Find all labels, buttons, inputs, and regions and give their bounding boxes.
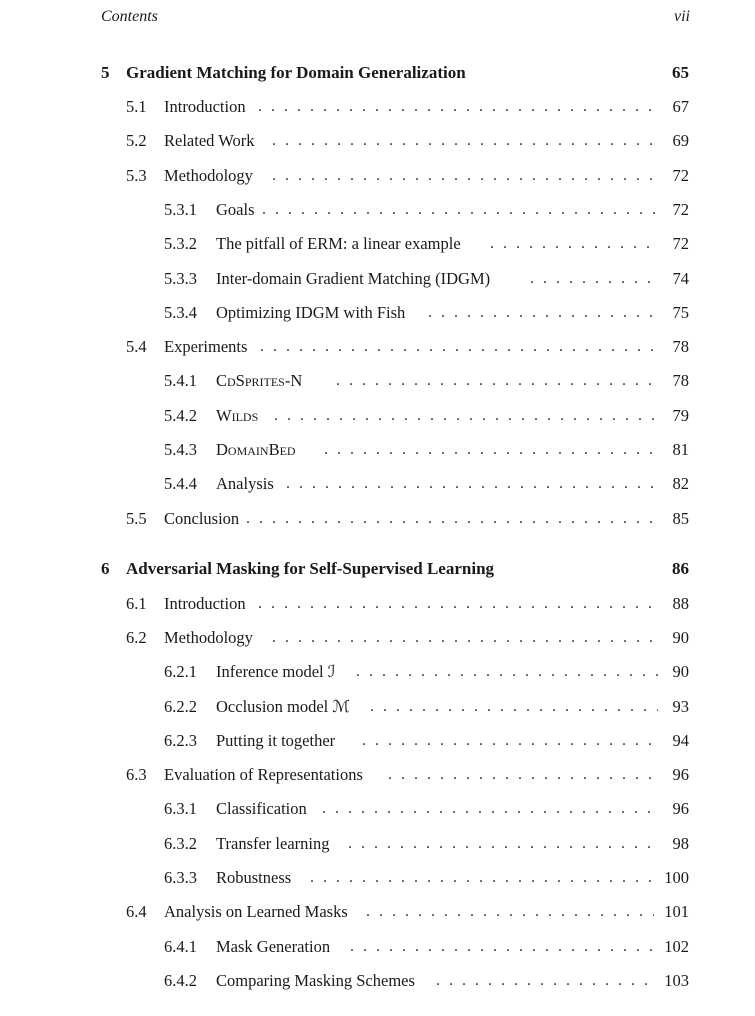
entry-page: 90 <box>672 662 689 681</box>
entry-page: 102 <box>664 937 689 956</box>
dot-leader <box>260 336 658 358</box>
entry-number: 6.1 <box>126 594 147 613</box>
dot-leader <box>348 833 658 855</box>
toc-chapter-5[interactable] <box>0 62 755 84</box>
toc-entry-6-4-1[interactable] <box>0 936 755 958</box>
toc-entry-6-3-2[interactable] <box>0 833 755 855</box>
entry-title: Inference model ℐ <box>216 662 336 681</box>
entry-number: 5.5 <box>126 509 147 528</box>
entry-title: Mask Generation <box>216 937 331 956</box>
entry-page: 88 <box>672 594 689 613</box>
entry-number: 5.4.1 <box>164 371 197 390</box>
entry-page: 74 <box>672 269 689 288</box>
dot-leader <box>336 370 658 392</box>
dot-leader <box>258 96 658 118</box>
dot-leader <box>310 867 654 889</box>
entry-title: Analysis <box>216 474 274 493</box>
entry-page: 81 <box>672 440 689 459</box>
chapter-number: 5 <box>101 63 110 82</box>
entry-number: 6.3.3 <box>164 868 197 887</box>
entry-page: 98 <box>672 834 689 853</box>
entry-title: Related Work <box>164 131 255 150</box>
entry-title: Goals <box>216 200 255 219</box>
entry-page: 72 <box>672 234 689 253</box>
entry-page: 85 <box>672 509 689 528</box>
entry-title: Experiments <box>164 337 248 356</box>
toc-entry-5-4-4[interactable] <box>0 473 755 495</box>
entry-title: Transfer learning <box>216 834 330 853</box>
toc-entry-5-5[interactable] <box>0 508 755 530</box>
dot-leader <box>362 730 658 752</box>
running-head-title: Contents <box>101 8 158 25</box>
dot-leader <box>388 764 658 786</box>
chapter-page: 86 <box>672 559 689 578</box>
entry-title: Robustness <box>216 868 292 887</box>
entry-page: 93 <box>672 697 689 716</box>
entry-title: Classification <box>216 799 307 818</box>
dot-leader <box>350 936 654 958</box>
entry-title: Occlusion model ℳ <box>216 697 351 716</box>
dot-leader <box>530 268 658 290</box>
toc-entry-6-4-2[interactable] <box>0 970 755 992</box>
dot-leader <box>490 233 658 255</box>
dot-leader <box>274 405 658 427</box>
entry-title: Wilds <box>216 406 259 425</box>
dot-leader <box>272 165 658 187</box>
toc-entry-6-2-2[interactable] <box>0 696 755 718</box>
toc-entry-5-3-3[interactable] <box>0 268 755 290</box>
toc-entry-6-2[interactable] <box>0 627 755 649</box>
dot-leader <box>428 302 658 324</box>
entry-page: 72 <box>672 200 689 219</box>
dot-leader <box>246 508 658 530</box>
toc-entry-5-4[interactable] <box>0 336 755 358</box>
toc-entry-5-2[interactable] <box>0 130 755 152</box>
toc-entry-5-4-3[interactable] <box>0 439 755 461</box>
entry-page: 90 <box>672 628 689 647</box>
dot-leader <box>262 199 658 221</box>
dot-leader <box>370 696 658 718</box>
chapter-title: Gradient Matching for Domain Generalization <box>126 63 466 82</box>
dot-leader <box>436 970 654 992</box>
entry-title: Putting it together <box>216 731 336 750</box>
chapter-page: 65 <box>672 63 689 82</box>
entry-number: 5.3.1 <box>164 200 197 219</box>
entry-number: 5.3 <box>126 166 147 185</box>
running-head <box>101 8 690 28</box>
toc-entry-5-3-4[interactable] <box>0 302 755 324</box>
toc-entry-6-4[interactable] <box>0 901 755 923</box>
dot-leader <box>356 661 658 683</box>
toc-entry-5-3-1[interactable] <box>0 199 755 221</box>
entry-page: 82 <box>672 474 689 493</box>
entry-number: 6.3.2 <box>164 834 197 853</box>
entry-number: 6.3 <box>126 765 147 784</box>
entry-number: 6.4 <box>126 902 147 921</box>
entry-title: CdSprites-N <box>216 371 303 390</box>
entry-number: 5.1 <box>126 97 147 116</box>
toc-entry-6-3-1[interactable] <box>0 798 755 820</box>
toc-entry-6-1[interactable] <box>0 593 755 615</box>
entry-number: 6.2.2 <box>164 697 197 716</box>
toc-entry-5-4-1[interactable] <box>0 370 755 392</box>
entry-title: Optimizing IDGM with Fish <box>216 303 406 322</box>
chapter-number: 6 <box>101 559 110 578</box>
entry-page: 67 <box>672 97 689 116</box>
entry-page: 78 <box>672 371 689 390</box>
entry-number: 6.4.2 <box>164 971 197 990</box>
entry-number: 6.4.1 <box>164 937 197 956</box>
entry-title: Evaluation of Representations <box>164 765 363 784</box>
entry-title: Introduction <box>164 97 246 116</box>
entry-number: 5.2 <box>126 131 147 150</box>
dot-leader <box>272 130 658 152</box>
toc-entry-5-4-2[interactable] <box>0 405 755 427</box>
entry-title: Analysis on Learned Masks <box>164 902 348 921</box>
entry-page: 96 <box>672 799 689 818</box>
entry-number: 5.3.2 <box>164 234 197 253</box>
entry-page: 72 <box>672 166 689 185</box>
entry-title: Methodology <box>164 166 253 185</box>
entry-number: 5.4.3 <box>164 440 197 459</box>
toc-entry-6-2-3[interactable] <box>0 730 755 752</box>
toc-chapter-6[interactable] <box>0 558 755 580</box>
entry-title: Methodology <box>164 628 253 647</box>
entry-number: 6.3.1 <box>164 799 197 818</box>
entry-number: 5.3.3 <box>164 269 197 288</box>
entry-number: 5.3.4 <box>164 303 197 322</box>
entry-page: 94 <box>672 731 689 750</box>
page-number: vii <box>674 8 690 25</box>
entry-page: 96 <box>672 765 689 784</box>
entry-title: DomainBed <box>216 440 296 459</box>
toc-entry-6-3[interactable] <box>0 764 755 786</box>
entry-page: 103 <box>664 971 689 990</box>
entry-number: 6.2.3 <box>164 731 197 750</box>
dot-leader <box>258 593 658 615</box>
entry-number: 5.4.4 <box>164 474 197 493</box>
dot-leader <box>366 901 654 923</box>
entry-page: 78 <box>672 337 689 356</box>
entry-page: 69 <box>672 131 689 150</box>
entry-title: The pitfall of ERM: a linear example <box>216 234 461 253</box>
entry-number: 5.4 <box>126 337 147 356</box>
entry-number: 6.2 <box>126 628 147 647</box>
toc-entry-5-1[interactable] <box>0 96 755 118</box>
entry-title: Comparing Masking Schemes <box>216 971 415 990</box>
toc-entry-6-3-3[interactable] <box>0 867 755 889</box>
entry-page: 75 <box>672 303 689 322</box>
entry-title: Introduction <box>164 594 246 613</box>
entry-page: 79 <box>672 406 689 425</box>
dot-leader <box>286 473 658 495</box>
dot-leader <box>324 439 658 461</box>
dot-leader <box>322 798 658 820</box>
entry-title: Conclusion <box>164 509 240 528</box>
toc-entry-5-3[interactable] <box>0 165 755 187</box>
toc-entry-6-2-1[interactable] <box>0 661 755 683</box>
entry-page: 100 <box>664 868 689 887</box>
entry-number: 5.4.2 <box>164 406 197 425</box>
toc-entry-5-3-2[interactable] <box>0 233 755 255</box>
chapter-title: Adversarial Masking for Self-Supervised Learning <box>126 559 495 578</box>
dot-leader <box>272 627 658 649</box>
entry-number: 6.2.1 <box>164 662 197 681</box>
entry-title: Inter-domain Gradient Matching (IDGM) <box>216 269 491 288</box>
entry-page: 101 <box>664 902 689 921</box>
